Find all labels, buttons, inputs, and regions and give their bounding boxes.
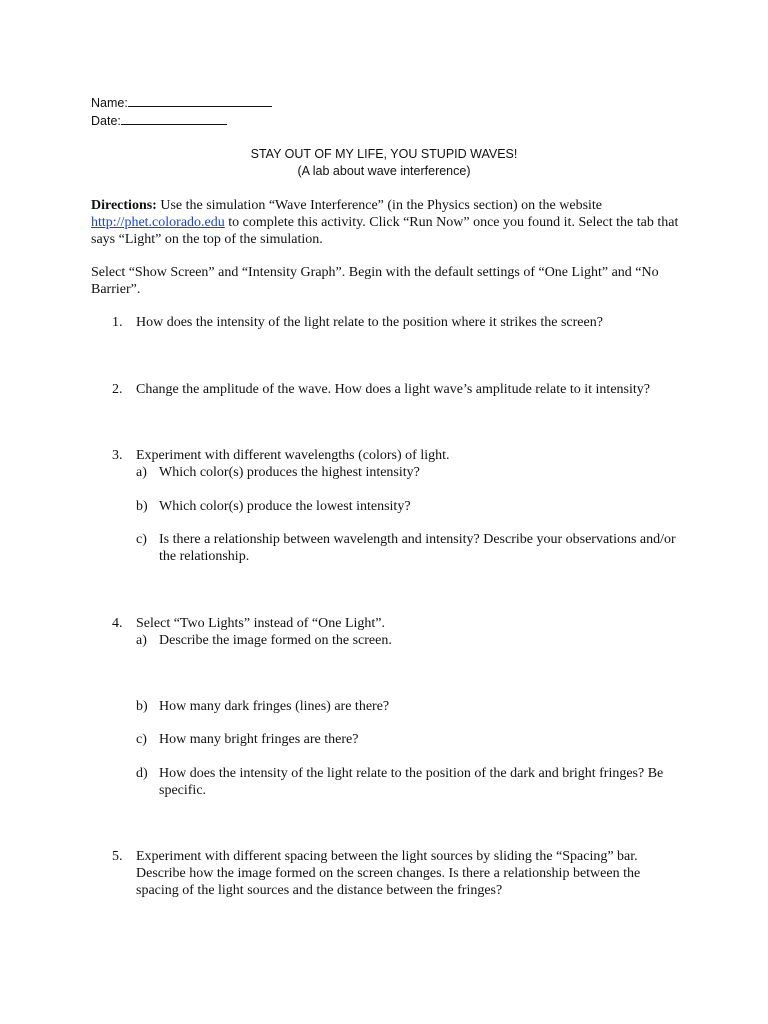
subquestion-letter: a) bbox=[136, 465, 147, 480]
name-blank-line bbox=[128, 94, 272, 107]
question-text: Change the amplitude of the wave. How does a light wave’s amplitude relate to it intensity? bbox=[136, 382, 650, 397]
question-1 bbox=[112, 314, 682, 331]
question-number: 2. bbox=[112, 382, 123, 397]
worksheet-subtitle: (A lab about wave interference) bbox=[297, 164, 471, 178]
question-number: 3. bbox=[112, 448, 123, 463]
subquestion-letter: c) bbox=[136, 532, 147, 547]
question-number: 1. bbox=[112, 315, 123, 330]
subquestion-letter: b) bbox=[136, 699, 148, 714]
directions-text-1: Use the simulation “Wave Interference” (in the Physics section) on the website bbox=[156, 198, 603, 213]
subquestion-letter: d) bbox=[136, 766, 148, 781]
date-field bbox=[91, 112, 227, 129]
question-4c bbox=[136, 731, 682, 748]
question-3a bbox=[136, 464, 682, 481]
subquestion-text: Describe the image formed on the screen. bbox=[159, 633, 392, 648]
subquestion-text: How many bright fringes are there? bbox=[159, 732, 359, 747]
subquestion-text: Which color(s) produce the lowest intensity? bbox=[159, 499, 411, 514]
directions-paragraph bbox=[91, 197, 691, 248]
subquestion-letter: c) bbox=[136, 732, 147, 747]
date-blank-line bbox=[121, 112, 227, 125]
subquestion-text: How many dark fringes (lines) are there? bbox=[159, 699, 390, 714]
subquestion-text: Which color(s) produces the highest intensity? bbox=[159, 465, 420, 480]
question-3c bbox=[136, 531, 682, 565]
question-2 bbox=[112, 381, 682, 398]
name-label: Name: bbox=[91, 96, 128, 110]
intro-paragraph: Select “Show Screen” and “Intensity Graph”. Begin with the default settings of “One Light” and “No Barrier”. bbox=[91, 265, 659, 297]
question-number: 4. bbox=[112, 616, 123, 631]
question-4d bbox=[136, 765, 682, 799]
subquestion-text: Is there a relationship between wavelength and intensity? Describe your observations and/or the relationship. bbox=[159, 532, 676, 564]
question-text: How does the intensity of the light relate to the position where it strikes the screen? bbox=[136, 315, 603, 330]
question-number: 5. bbox=[112, 849, 123, 864]
date-label: Date: bbox=[91, 114, 121, 128]
subquestion-text: How does the intensity of the light relate to the position of the dark and bright fringes? Be specific. bbox=[159, 766, 664, 798]
question-3 bbox=[112, 447, 682, 464]
worksheet-title: STAY OUT OF MY LIFE, YOU STUPID WAVES! bbox=[250, 147, 518, 161]
subquestion-letter: a) bbox=[136, 633, 147, 648]
directions-text-2: to complete this activity. Click “Run Now” once you found it. Select the tab that says “Light” on the top of the simulation. bbox=[91, 215, 679, 247]
question-text: Experiment with different spacing between the light sources by sliding the “Spacing” bar. Describe how the image formed on the screen changes. Is there a relationship between the spacing of the light sources and the distance between the fringes? bbox=[136, 849, 641, 898]
question-4 bbox=[112, 615, 682, 632]
question-text: Select “Two Lights” instead of “One Light”. bbox=[136, 616, 385, 631]
question-4b bbox=[136, 698, 682, 715]
question-5 bbox=[112, 848, 682, 899]
question-text: Experiment with different wavelengths (colors) of light. bbox=[136, 448, 450, 463]
phet-link[interactable]: http://phet.colorado.edu bbox=[91, 215, 225, 230]
name-field bbox=[91, 94, 272, 111]
directions-label: Directions: bbox=[91, 198, 157, 213]
question-4a bbox=[136, 632, 682, 649]
question-3b bbox=[136, 498, 682, 515]
subquestion-letter: b) bbox=[136, 499, 148, 514]
